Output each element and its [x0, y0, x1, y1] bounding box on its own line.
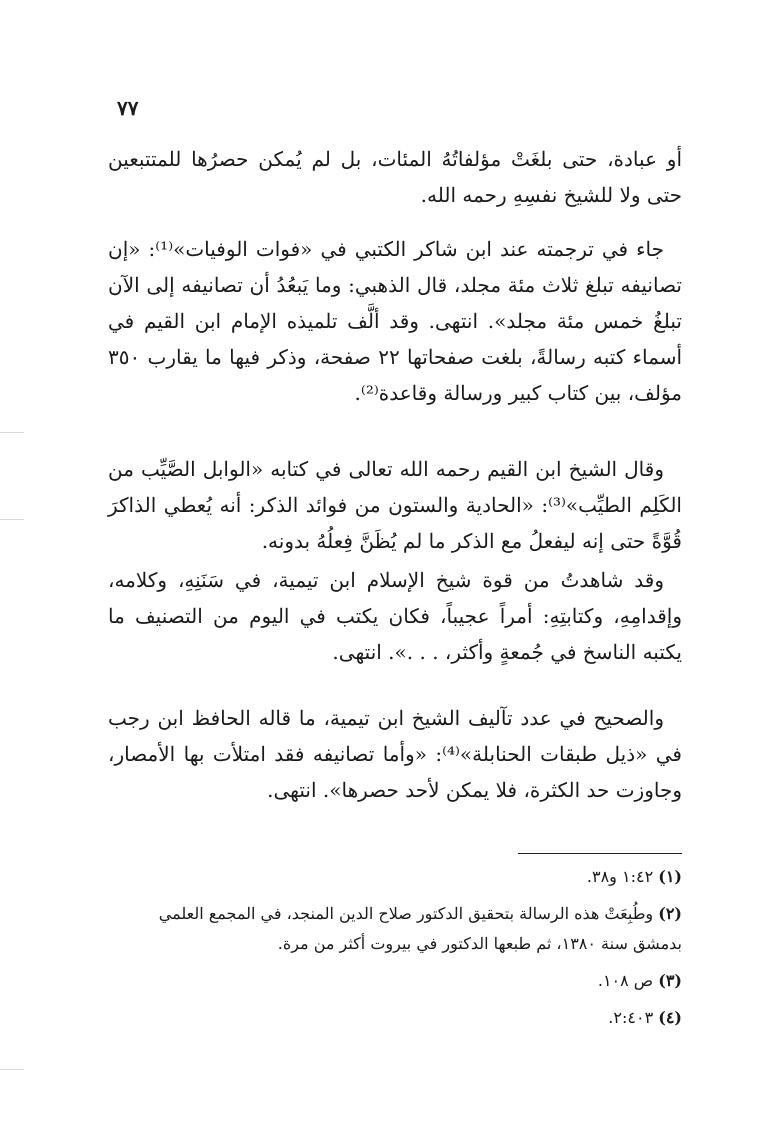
- paragraph-5: والصحيح في عدد تآليف الشيخ ابن تيمية، ما قاله الحافظ ابن رجب في «ذيل طبقات الحنابلة»⁽⁴⁾: «وأما تصانيفه فقد امتلأت بها الأمصار، وجاوزت حد الكثرة، فلا يمكن لأحد حصرها». انتهى.: [108, 706, 682, 802]
- footnote-label: (١): [658, 867, 682, 886]
- footnote-text: ١:٤٢ و٣٨.: [586, 867, 654, 886]
- paragraph-4: وقد شاهدتُ من قوة شيخ الإسلام ابن تيمية، في سَنَنِهِ، وكلامه، وإقدامِهِ، وكتابتِهِ: أمراً عجيباً، فكان يكتب في اليوم من التصنيف ما يكتبه الناسخ في جُمعةٍ وأكثر، . . .». انتهى.: [108, 568, 682, 664]
- footnote-label: (٣): [658, 971, 682, 990]
- footnote-2: [108, 899, 682, 959]
- paragraph-2: جاء في ترجمته عند ابن شاكر الكتبي في «فوات الوفيات»⁽¹⁾: «إن تصانيفه تبلغ ثلاث مئة مجلد، قال الذهبي: وما يَبعُدُ أن تصانيفه إلى الآن تبلغُ خمس مئة مجلد». انتهى. وقد ألَّف تلميذه الإمام ابن القيم في أسماء كتبه رسالةً، بلغت صفحاتها ٢٢ صفحة، وذكر فيها ما يقارب ٣٥٠ مؤلف، بين كتاب كبير ورسالة وقاعدة⁽²⁾.: [108, 237, 683, 405]
- footnote-1: [108, 862, 682, 892]
- paragraph-3: وقال الشيخ ابن القيم رحمه الله تعالى في كتابه «الوابل الصَّيِّب من الكَلِم الطيِّب»⁽³⁾: «الحادية والستون من فوائد الذكر: أنه يُعطي الذاكرَ قُوَّةً حتى إنه ليفعلُ مع الذكر ما لم يُظَنَّ فِعلُهُ بدونه.: [108, 457, 682, 553]
- footnote-text: ٢:٤٠٣.: [608, 1008, 654, 1027]
- footnote-3: [108, 966, 682, 996]
- scan-edge-mark: [0, 519, 24, 520]
- scan-edge-mark: [0, 1069, 24, 1070]
- footnotes-list: [108, 862, 682, 1040]
- footnote-text: ص ١٠٨.: [597, 971, 654, 990]
- footnote-label: (٤): [658, 1008, 682, 1027]
- footnote-separator: [518, 853, 682, 854]
- paragraph-1: أو عبادة، حتى بلغَتْ مؤلفاتُهُ المئات، بل لم يُمكن حصرُها للمتتبعين حتى ولا للشيخ نفسِهِ رحمه الله.: [108, 147, 682, 207]
- page-number: ٧٧: [117, 96, 139, 120]
- scan-edge-mark: [0, 432, 24, 433]
- footnote-4: [108, 1003, 682, 1033]
- footnote-label: (٢): [658, 904, 682, 923]
- footnote-text: وطُبِعَتْ هذه الرسالة بتحقيق الدكتور صلاح الدين المنجد، في المجمع العلمي بدمشق سنة ١٣٨٠، ثم طبعها الدكتور في بيروت أكثر من مرة.: [158, 904, 682, 953]
